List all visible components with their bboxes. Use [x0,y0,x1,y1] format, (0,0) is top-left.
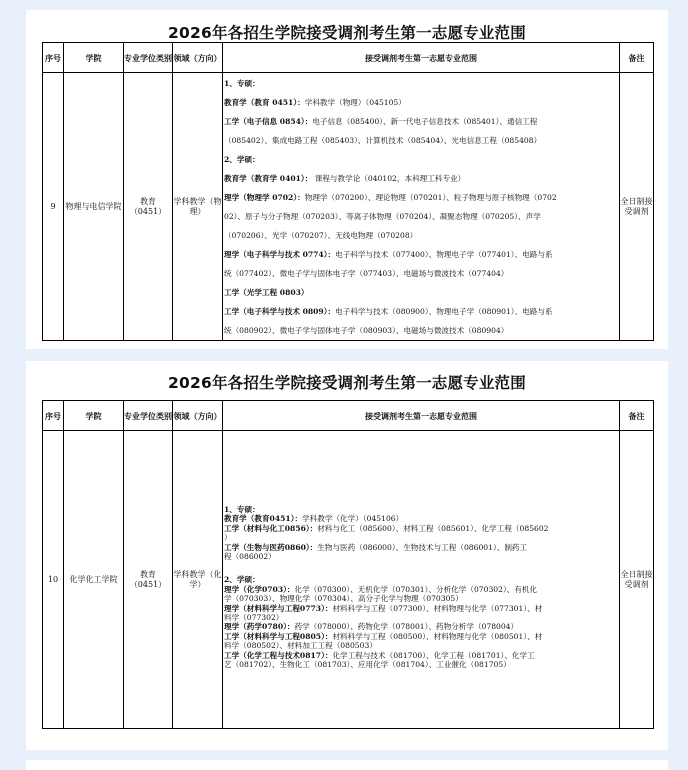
range-line: 02）、原子与分子物理（070203）、等离子体物理（070204）、凝聚态物理（070205）、声学 [224,212,541,221]
cell-no: 9 [43,73,64,341]
range-line: （085402）、集成电路工程（085403）、计算机技术（085404）、光电信息工程（085408） [224,136,542,145]
cell-note: 全日制接受调剂 [620,73,654,341]
header-range: 接受调剂考生第一志愿专业范围 [223,43,620,73]
range-line: ） [224,533,232,543]
range-line: 2、学硕： [224,155,260,164]
document-card-next [26,760,668,770]
range-line: （070206）、光学（070207）、无线电物理（070208） [224,231,418,240]
range-line: 教育学（教育学 0401）： 课程与教学论（040102，本科理工科专业） [224,174,466,183]
range-line: 程（086002） [224,552,276,562]
adjustment-table [42,42,654,341]
table-row [43,73,654,341]
cell-field: 学科教学（化学） [173,431,223,729]
header-note: 备注 [620,401,654,431]
range-line: 理学（物理学 0702）：物理学（070200）、理论物理（070201）、粒子物理与原子核物理（0702 [224,193,557,202]
range-line: 教育学（教育 0451）：学科教学（物理）（045105） [224,98,406,107]
range-line: 工学（材料与化工0856）：材料与化工（085600）、材料工程（085601）、化学工程（085602 [224,523,549,533]
header-degree: 专业学位类别 [124,43,173,73]
range-line: 1、专硕： [224,79,260,88]
document-card [26,361,668,750]
cell-note: 全日制接受调剂 [620,431,654,729]
cell-range [223,431,620,729]
range-line: 料学（077302） [224,613,284,623]
cell-college: 化学化工学院 [64,431,124,729]
table-header-row [43,401,654,431]
range-line: 理学（化学0703）：化学（070300）、无机化学（070301）、分析化学（070302）、有机化 [224,584,538,594]
range-line: 统（077402）、微电子学与固体电子学（077403）、电磁场与微波技术（077404） [224,269,509,278]
range-line: 工学（材料科学与工程0805）：材料科学与工程（080500）、材料物理与化学（080501）、材 [224,631,543,641]
range-line: 艺（081702）、生物化工（081703）、应用化学（081704）、工业催化（081705） [224,660,511,670]
header-note: 备注 [620,43,654,73]
document-card [26,10,668,349]
cell-range [223,73,620,341]
range-line: 学（070303）、物理化学（070304）、高分子化学与物理（070305） [224,594,463,604]
header-college: 学院 [64,401,124,431]
range-line: 理学（电子科学与技术 0774）：电子科学与技术（077400）、物理电子学（077401）、电路与系 [224,250,553,259]
cell-field: 学科教学（物理） [173,73,223,341]
document-title: 2026年各招生学院接受调剂考生第一志愿专业范围 [168,24,526,42]
header-degree: 专业学位类别 [124,401,173,431]
range-line: 工学（电子科学与技术 0809）：电子科学与技术（080900）、物理电子学（080901）、电路与系 [224,307,553,316]
cell-degree: 教育（0451） [124,431,173,729]
header-no: 序号 [43,401,64,431]
range-line: 工学（电子信息 0854）：电子信息（085400）、新一代电子信息技术（085401）、通信工程 [224,117,538,126]
range-line: 2、学硕： [224,575,260,585]
range-line: 工学（化学工程与技术0817）：化学工程与技术（081700）、化学工程（081701）、化学工 [224,650,535,660]
cell-degree: 教育（0451） [124,73,173,341]
range-line: 料学（080502）、材料加工工程（080503） [224,641,377,651]
range-line: 理学（药学0780）：药学（078000）、药物化学（078001）、药物分析学（078004） [224,622,519,632]
range-line: 教育学（教育0451）：学科教学（化学）（045106） [224,514,404,524]
header-field: 领域（方向） [173,43,223,73]
header-college: 学院 [64,43,124,73]
header-range: 接受调剂考生第一志愿专业范围 [223,401,620,431]
cell-college: 物理与电信学院 [64,73,124,341]
range-line: 理学（材料科学与工程0773）：材料科学与工程（077300）、材料物理与化学（077301）、材 [224,603,543,613]
range-line: 工学（生物与医药0860）：生物与医药（086000）、生物技术与工程（086001）、制药工 [224,542,528,552]
range-line: 1、专硕： [224,505,260,514]
header-no: 序号 [43,43,64,73]
table-header-row [43,43,654,73]
adjustment-table [42,400,654,729]
document-title: 2026年各招生学院接受调剂考生第一志愿专业范围 [168,374,526,392]
range-line: 工学（光学工程 0803） [224,288,309,297]
cell-no: 10 [43,431,64,729]
header-field: 领域（方向） [173,401,223,431]
range-line: 统（080902）、微电子学与固体电子学（080903）、电磁场与微波技术（080904） [224,326,509,335]
table-row [43,431,654,729]
